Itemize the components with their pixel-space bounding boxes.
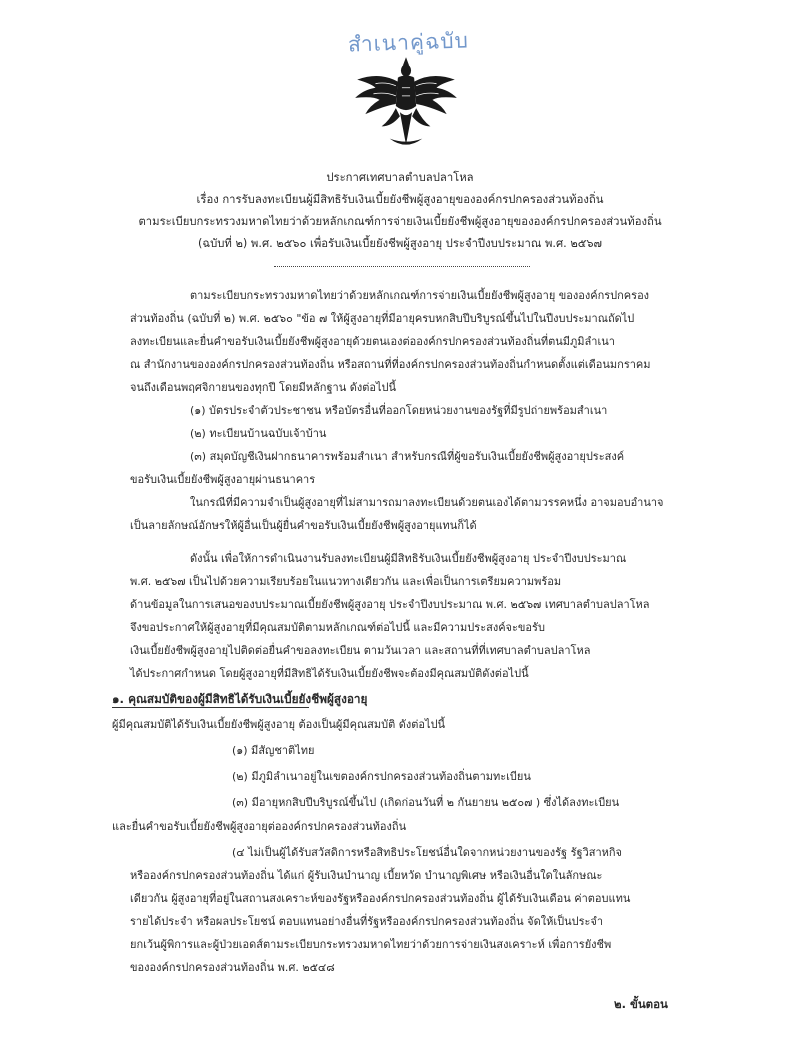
announcement-org: ประกาศเทศบาลตำบลปลาโหล [326,171,474,184]
body-line: และยื่นคำขอรับเบี้ยยังชีพผู้สูงอายุต่อองค์กรปกครองส่วนท้องถิ่น [112,820,407,833]
body-line: ขององค์กรปกครองส่วนท้องถิ่น พ.ศ. ๒๕๔๘ [130,961,335,974]
body-line: ขอรับเงินเบี้ยยังชีพผู้สูงอายุผ่านธนาคาร [130,473,316,486]
body-line: ยกเว้นผู้พิการและผู้ป่วยเอดส์ตามระเบียบกระทรวงมหาดไทยว่าด้วยการจ่ายเงินสงเคราะห์ เพื่อการยังชีพ [130,938,612,951]
body-line: ตามระเบียบกระทรวงมหาดไทยว่าด้วยหลักเกณฑ์การจ่ายเงินเบี้ยยังชีพผู้สูงอายุ ขององค์กรปกครอง [190,289,650,302]
section-heading: ๑. คุณสมบัติของผู้มีสิทธิได้รับเงินเบี้ยยังชีพผู้สูงอายุ [112,692,368,706]
body-line: ดังนั้น เพื่อให้การดำเนินงานรับลงทะเบียนผู้มีสิทธิรับเงินเบี้ยยังชีพผู้สูงอายุ ประจำปีงบประมาณ [190,552,627,565]
body-line: รายได้ประจำ หรือผลประโยชน์ ตอบแทนอย่างอื่นที่รัฐหรือองค์กรปกครองส่วนท้องถิ่น จัดให้เป็นประจำ [130,915,604,928]
evidence-item: (๑) บัตรประจำตัวประชาชน หรือบัตรอื่นที่ออกโดยหน่วยงานของรัฐที่มีรูปถ่ายพร้อมสำเนา [190,404,608,417]
body-line: หรือองค์กรปกครองส่วนท้องถิ่น ได้แก่ ผู้รับเงินบำนาญ เบี้ยหวัด บำนาญพิเศษ หรือเงินอื่นใดในลักษณะ [130,869,603,882]
body-line: ลงทะเบียนและยื่นคำขอรับเงินเบี้ยยังชีพผู้สูงอายุด้วยตนเองต่อองค์กรปกครองส่วนท้องถิ่นที่ตนมีภูมิลำเนา [130,335,615,348]
body-line: ในกรณีที่มีความจำเป็นผู้สูงอายุที่ไม่สามารถมาลงทะเบียนด้วยตนเองได้ตามวรรคหนึ่ง อาจมอบอำนาจ [190,496,664,509]
body-line: จึงขอประกาศให้ผู้สูงอายุที่มีคุณสมบัติตามหลักเกณฑ์ต่อไปนี้ และมีความประสงค์จะขอรับ [130,621,545,634]
body-line: ผู้มีคุณสมบัติได้รับเงินเบี้ยยังชีพผู้สูงอายุ ต้องเป็นผู้มีคุณสมบัติ ดังต่อไปนี้ [112,718,446,731]
body-line: ด้านข้อมูลในการเสนอของบประมาณเบี้ยยังชีพผู้สูงอายุ ประจำปีงบประมาณ พ.ศ. ๒๕๖๗ เทศบาลตำบลปลาโหล [130,598,650,611]
evidence-item: (๓) สมุดบัญชีเงินฝากธนาคารพร้อมสำเนา สำหรับกรณีที่ผู้ขอรับเงินเบี้ยยังชีพผู้สูงอายุประสงค์ [190,450,625,463]
garuda-emblem-icon [345,52,467,156]
body-line: เงินเบี้ยยังชีพผู้สูงอายุไปติดต่อยื่นคำขอลงทะเบียน ตามวันเวลา และสถานที่ที่เทศบาลตำบลปลาโหล [130,644,591,657]
evidence-item: (๒) ทะเบียนบ้านฉบับเจ้าบ้าน [190,427,327,440]
subject-line-1: เรื่อง การรับลงทะเบียนผู้มีสิทธิรับเงินเบี้ยยังชีพผู้สูงอายุขององค์กรปกครองส่วนท้องถิ่น [196,193,604,206]
body-line: พ.ศ. ๒๕๖๗ เป็นไปด้วยความเรียบร้อยในแนวทางเดียวกัน และเพื่อเป็นการเตรียมความพร้อม [130,575,562,588]
qualification-item: (๓) มีอายุหกสิบปีบริบูรณ์ขึ้นไป (เกิดก่อนวันที่ ๒ กันยายน ๒๕๐๗ ) ซึ่งได้ลงทะเบียน [232,796,620,809]
body-line: เป็นลายลักษณ์อักษรให้ผู้อื่นเป็นผู้ยื่นคำขอรับเงินเบี้ยยังชีพผู้สูงอายุแทนก็ได้ [130,519,477,532]
copy-stamp: สำเนาคู่ฉบับ [347,28,470,57]
body-line: จนถึงเดือนพฤศจิกายนของทุกปี โดยมีหลักฐาน ดังต่อไปนี้ [130,381,397,394]
heading-underline [112,707,309,708]
qualification-item: (๔ ไม่เป็นผู้ได้รับสวัสดิการหรือสิทธิประโยชน์อื่นใดจากหน่วยงานของรัฐ รัฐวิสาหกิจ [232,846,623,859]
body-line: เดียวกัน ผู้สูงอายุที่อยู่ในสถานสงเคราะห์ของรัฐหรือองค์กรปกครองส่วนท้องถิ่น ผู้ได้รับเงินเดือน ค่าตอบแทน [130,892,631,905]
body-line: ได้ประกาศกำหนด โดยผู้สูงอายุที่มีสิทธิได้รับเงินเบี้ยยังชีพจะต้องมีคุณสมบัติดังต่อไปนี้ [130,667,529,680]
body-line: ณ สำนักงานขององค์กรปกครองส่วนท้องถิ่น หรือสถานที่ที่องค์กรปกครองส่วนท้องถิ่นกำหนดตั้งแต่เดือนมกราคม [130,358,651,371]
subject-line-3: (ฉบับที่ ๒) พ.ศ. ๒๕๖๐ เพื่อรับเงินเบี้ยยังชีพผู้สูงอายุ ประจำปีงบประมาณ พ.ศ. ๒๕๖๗ [197,237,603,250]
continuation-marker: ๒. ขั้นตอน [614,997,668,1011]
subject-line-2: ตามระเบียบกระทรวงมหาดไทยว่าด้วยหลักเกณฑ์การจ่ายเงินเบี้ยยังชีพผู้สูงอายุขององค์กรปกครองส่วนท้องถิ่น [138,215,662,228]
body-line: ส่วนท้องถิ่น (ฉบับที่ ๒) พ.ศ. ๒๕๖๐ "ข้อ ๗ ให้ผู้สูงอายุที่มีอายุครบหกสิบปีบริบูรณ์ขึ้นไปในปีงบประมาณถัดไป [130,312,635,325]
qualification-item: (๑) มีสัญชาติไทย [232,744,315,757]
divider [274,266,530,267]
qualification-item: (๒) มีภูมิลำเนาอยู่ในเขตองค์กรปกครองส่วนท้องถิ่นตามทะเบียน [232,770,531,783]
